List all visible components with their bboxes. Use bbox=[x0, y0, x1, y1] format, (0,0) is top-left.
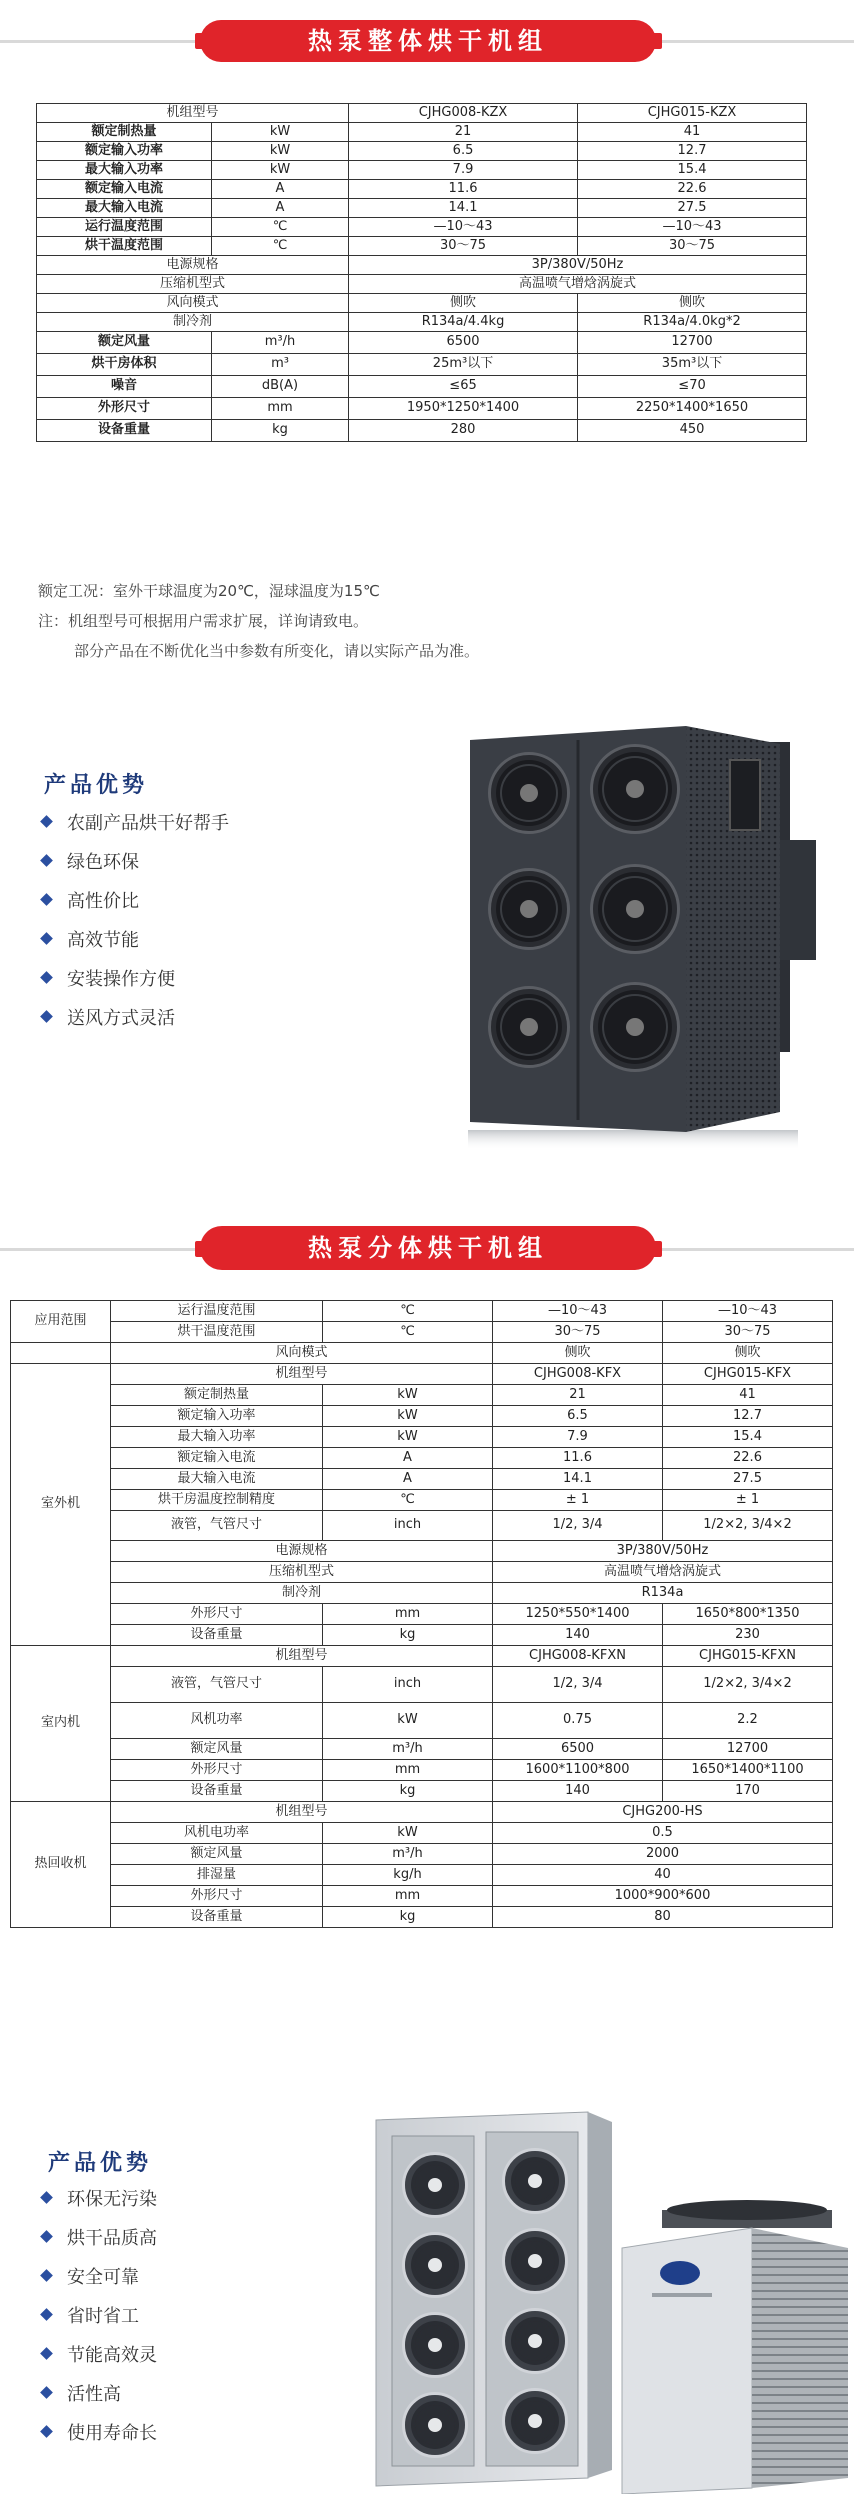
param-name: 排湿量 bbox=[111, 1865, 323, 1886]
value-a: 7.9 bbox=[349, 161, 578, 180]
diamond-bullet-icon bbox=[40, 2347, 53, 2360]
fan-icon bbox=[502, 2148, 568, 2214]
param-name: 设备重量 bbox=[111, 1625, 323, 1646]
value-merged: 1000*900*600 bbox=[493, 1886, 833, 1907]
fan-icon bbox=[402, 2312, 468, 2378]
advantage-item bbox=[38, 2217, 157, 2256]
value-b: 1650*800*1350 bbox=[663, 1604, 833, 1625]
param-name: 压缩机型式 bbox=[111, 1562, 493, 1583]
value-b: R134a/4.0kg*2 bbox=[578, 313, 807, 332]
param-name: 烘干温度范围 bbox=[37, 237, 212, 256]
param-unit: kW bbox=[212, 123, 349, 142]
fan-icon bbox=[590, 982, 680, 1072]
advantages-title-2: 产品优势 bbox=[48, 2151, 153, 2176]
spec-table-integrated bbox=[36, 103, 807, 442]
value-a: 6500 bbox=[493, 1739, 663, 1760]
value-merged: 高温喷气增焓涡旋式 bbox=[493, 1562, 833, 1583]
table-row bbox=[37, 398, 807, 420]
spec-table-split bbox=[10, 1300, 833, 1928]
value-b: 侧吹 bbox=[663, 1343, 833, 1364]
value-b: 12.7 bbox=[578, 142, 807, 161]
section2-title: 热泵分体烘干机组 bbox=[200, 1226, 656, 1270]
table-row bbox=[11, 1760, 833, 1781]
value-b: 2.2 bbox=[663, 1703, 833, 1739]
table-row bbox=[11, 1541, 833, 1562]
value-a: 11.6 bbox=[349, 180, 578, 199]
diamond-bullet-icon bbox=[40, 2191, 53, 2204]
group-label: 热回收机 bbox=[11, 1802, 111, 1928]
value-b: 230 bbox=[663, 1625, 833, 1646]
param-name: 风向模式 bbox=[37, 294, 349, 313]
table-row bbox=[37, 104, 807, 123]
param-unit: ℃ bbox=[323, 1301, 493, 1322]
value-b: 22.6 bbox=[663, 1448, 833, 1469]
diamond-bullet-icon bbox=[40, 893, 53, 906]
param-name: 设备重量 bbox=[111, 1907, 323, 1928]
value-a: —10～43 bbox=[349, 218, 578, 237]
param-unit: m³/h bbox=[323, 1844, 493, 1865]
param-unit: A bbox=[212, 180, 349, 199]
value-b: 1/2×2, 3/4×2 bbox=[663, 1667, 833, 1703]
param-name: 液管，气管尺寸 bbox=[111, 1511, 323, 1541]
param-name: 风机电功率 bbox=[111, 1823, 323, 1844]
diamond-bullet-icon bbox=[40, 815, 53, 828]
table-row bbox=[11, 1886, 833, 1907]
table-row bbox=[11, 1406, 833, 1427]
param-name: 运行温度范围 bbox=[37, 218, 212, 237]
advantage-item bbox=[38, 2256, 157, 2295]
table-row bbox=[37, 275, 807, 294]
advantage-label: 使用寿命长 bbox=[67, 2422, 157, 2444]
param-unit: kg bbox=[323, 1907, 493, 1928]
param-unit: kg bbox=[323, 1781, 493, 1802]
value-merged: 3P/380V/50Hz bbox=[349, 256, 807, 275]
value-b: CJHG015-KFX bbox=[663, 1364, 833, 1385]
advantage-item bbox=[38, 2373, 157, 2412]
advantage-item bbox=[38, 841, 229, 880]
value-a: 25m³以下 bbox=[349, 354, 578, 376]
table-row bbox=[11, 1511, 833, 1541]
advantage-label: 绿色环保 bbox=[67, 851, 139, 873]
advantage-item bbox=[38, 997, 229, 1036]
table-row bbox=[11, 1646, 833, 1667]
param-unit: mm bbox=[323, 1760, 493, 1781]
value-merged: CJHG200-HS bbox=[493, 1802, 833, 1823]
value-a: 280 bbox=[349, 420, 578, 442]
param-name: 烘干房温度控制精度 bbox=[111, 1490, 323, 1511]
param-unit: ℃ bbox=[323, 1322, 493, 1343]
value-merged: 40 bbox=[493, 1865, 833, 1886]
value-b: 1650*1400*1100 bbox=[663, 1760, 833, 1781]
param-name: 最大输入电流 bbox=[111, 1469, 323, 1490]
value-merged: 0.5 bbox=[493, 1823, 833, 1844]
value-merged: 80 bbox=[493, 1907, 833, 1928]
param-unit: A bbox=[323, 1448, 493, 1469]
value-b: 2250*1400*1650 bbox=[578, 398, 807, 420]
diamond-bullet-icon bbox=[40, 1010, 53, 1023]
notes bbox=[38, 576, 479, 666]
table-row bbox=[37, 376, 807, 398]
param-unit: A bbox=[323, 1469, 493, 1490]
value-a: ≤65 bbox=[349, 376, 578, 398]
param-name: 外形尺寸 bbox=[111, 1886, 323, 1907]
fan-icon bbox=[488, 752, 570, 834]
value-a: 21 bbox=[493, 1385, 663, 1406]
advantage-label: 安全可靠 bbox=[67, 2266, 139, 2288]
diamond-bullet-icon bbox=[40, 2269, 53, 2282]
diamond-bullet-icon bbox=[40, 2230, 53, 2243]
value-merged: 3P/380V/50Hz bbox=[493, 1541, 833, 1562]
table-row bbox=[37, 354, 807, 376]
param-name: 外形尺寸 bbox=[111, 1760, 323, 1781]
fan-icon bbox=[502, 2308, 568, 2374]
param-name: 运行温度范围 bbox=[111, 1301, 323, 1322]
value-b: 1/2×2, 3/4×2 bbox=[663, 1511, 833, 1541]
value-b: 12700 bbox=[578, 332, 807, 354]
fan-icon bbox=[402, 2232, 468, 2298]
value-a: ± 1 bbox=[493, 1490, 663, 1511]
table-row bbox=[11, 1604, 833, 1625]
value-b: 27.5 bbox=[578, 199, 807, 218]
value-a: 1/2, 3/4 bbox=[493, 1667, 663, 1703]
table-row bbox=[11, 1562, 833, 1583]
table-row bbox=[37, 180, 807, 199]
value-b: 41 bbox=[578, 123, 807, 142]
value-a: 30～75 bbox=[349, 237, 578, 256]
fan-icon bbox=[402, 2152, 468, 2218]
param-unit: ℃ bbox=[323, 1490, 493, 1511]
table-row bbox=[37, 313, 807, 332]
param-name: 风向模式 bbox=[111, 1343, 493, 1364]
section1-title: 热泵整体烘干机组 bbox=[200, 20, 656, 62]
table-row bbox=[11, 1907, 833, 1928]
param-name: 额定制热量 bbox=[111, 1385, 323, 1406]
table-row bbox=[37, 332, 807, 354]
param-name: 机组型号 bbox=[111, 1802, 493, 1823]
table-row bbox=[11, 1802, 833, 1823]
param-unit: kW bbox=[212, 161, 349, 180]
table-row bbox=[11, 1385, 833, 1406]
param-name: 额定制热量 bbox=[37, 123, 212, 142]
header-cell: 机组型号 bbox=[37, 104, 349, 123]
param-unit: kW bbox=[212, 142, 349, 161]
advantage-item bbox=[38, 958, 229, 997]
param-unit: kW bbox=[323, 1406, 493, 1427]
value-b: 35m³以下 bbox=[578, 354, 807, 376]
table-row bbox=[11, 1469, 833, 1490]
diamond-bullet-icon bbox=[40, 2386, 53, 2399]
product-image-split bbox=[362, 2098, 854, 2494]
param-name: 额定风量 bbox=[111, 1739, 323, 1760]
value-a: 11.6 bbox=[493, 1448, 663, 1469]
table-row bbox=[11, 1667, 833, 1703]
fan-icon bbox=[488, 986, 570, 1068]
param-unit: kW bbox=[323, 1427, 493, 1448]
advantage-label: 安装操作方便 bbox=[67, 968, 175, 990]
param-name: 额定输入电流 bbox=[111, 1448, 323, 1469]
value-merged: 高温喷气增焓涡旋式 bbox=[349, 275, 807, 294]
value-b: 12700 bbox=[663, 1739, 833, 1760]
param-unit: m³/h bbox=[323, 1739, 493, 1760]
value-b: 27.5 bbox=[663, 1469, 833, 1490]
param-name: 最大输入电流 bbox=[37, 199, 212, 218]
value-a: 140 bbox=[493, 1625, 663, 1646]
table-row bbox=[37, 420, 807, 442]
param-name: 风机功率 bbox=[111, 1703, 323, 1739]
table-row bbox=[37, 218, 807, 237]
table-row bbox=[11, 1364, 833, 1385]
value-b: 450 bbox=[578, 420, 807, 442]
advantage-item bbox=[38, 802, 229, 841]
group-label: 应用范围 bbox=[11, 1301, 111, 1343]
value-b: 41 bbox=[663, 1385, 833, 1406]
param-name: 额定风量 bbox=[37, 332, 212, 354]
value-b: —10～43 bbox=[663, 1301, 833, 1322]
value-b: 22.6 bbox=[578, 180, 807, 199]
param-name: 额定风量 bbox=[111, 1844, 323, 1865]
advantage-item bbox=[38, 2295, 157, 2334]
param-unit: kW bbox=[323, 1823, 493, 1844]
value-a: 侧吹 bbox=[349, 294, 578, 313]
advantage-label: 活性高 bbox=[67, 2383, 121, 2405]
advantage-item bbox=[38, 919, 229, 958]
value-a: 0.75 bbox=[493, 1703, 663, 1739]
value-a: 1950*1250*1400 bbox=[349, 398, 578, 420]
value-merged: R134a bbox=[493, 1583, 833, 1604]
advantage-label: 送风方式灵活 bbox=[67, 1007, 175, 1029]
param-name: 设备重量 bbox=[37, 420, 212, 442]
param-name: 设备重量 bbox=[111, 1781, 323, 1802]
advantage-item bbox=[38, 2178, 157, 2217]
table-row bbox=[11, 1739, 833, 1760]
fan-icon bbox=[590, 744, 680, 834]
param-unit: kg/h bbox=[323, 1865, 493, 1886]
table-row bbox=[11, 1703, 833, 1739]
fan-icon bbox=[488, 868, 570, 950]
group-label: 室外机 bbox=[11, 1364, 111, 1646]
advantage-label: 高效节能 bbox=[67, 929, 139, 951]
table-row bbox=[37, 123, 807, 142]
param-name: 制冷剂 bbox=[37, 313, 349, 332]
note-params: 部分产品在不断优化当中参数有所变化，请以实际产品为准。 bbox=[74, 642, 480, 660]
table-row bbox=[11, 1781, 833, 1802]
advantage-label: 环保无污染 bbox=[67, 2188, 157, 2210]
fan-icon bbox=[402, 2392, 468, 2458]
param-unit: kg bbox=[323, 1625, 493, 1646]
param-unit: inch bbox=[323, 1667, 493, 1703]
value-a: 140 bbox=[493, 1781, 663, 1802]
group-label: 室内机 bbox=[11, 1646, 111, 1802]
param-unit: mm bbox=[323, 1604, 493, 1625]
fan-icon bbox=[502, 2228, 568, 2294]
value-a: 侧吹 bbox=[493, 1343, 663, 1364]
fan-icon bbox=[502, 2388, 568, 2454]
value-a: CJHG008-KFXN bbox=[493, 1646, 663, 1667]
value-merged: 2000 bbox=[493, 1844, 833, 1865]
param-name: 电源规格 bbox=[37, 256, 349, 275]
diamond-bullet-icon bbox=[40, 971, 53, 984]
table-row bbox=[37, 294, 807, 313]
table-row bbox=[11, 1490, 833, 1511]
advantage-label: 节能高效灵 bbox=[67, 2344, 157, 2366]
value-a: 7.9 bbox=[493, 1427, 663, 1448]
param-name: 最大输入功率 bbox=[37, 161, 212, 180]
table-row bbox=[11, 1625, 833, 1646]
param-unit: m³ bbox=[212, 354, 349, 376]
group-label bbox=[11, 1343, 111, 1364]
param-name: 额定输入功率 bbox=[37, 142, 212, 161]
advantage-label: 高性价比 bbox=[67, 890, 139, 912]
note-model: 注：机组型号可根据用户需求扩展，详询请致电。 bbox=[38, 612, 369, 630]
param-name: 压缩机型式 bbox=[37, 275, 349, 294]
advantage-item bbox=[38, 880, 229, 919]
fan-icon bbox=[590, 864, 680, 954]
param-name: 液管，气管尺寸 bbox=[111, 1667, 323, 1703]
advantages-list-1 bbox=[38, 802, 229, 1036]
table-row bbox=[11, 1844, 833, 1865]
diamond-bullet-icon bbox=[40, 2308, 53, 2321]
param-unit: A bbox=[212, 199, 349, 218]
value-a: 21 bbox=[349, 123, 578, 142]
table-row bbox=[37, 256, 807, 275]
param-name: 噪音 bbox=[37, 376, 212, 398]
param-unit: ℃ bbox=[212, 218, 349, 237]
param-unit: mm bbox=[212, 398, 349, 420]
table-row bbox=[37, 199, 807, 218]
value-b: 15.4 bbox=[578, 161, 807, 180]
table-row bbox=[11, 1583, 833, 1604]
table-row bbox=[11, 1301, 833, 1322]
param-name: 机组型号 bbox=[111, 1646, 493, 1667]
value-b: ± 1 bbox=[663, 1490, 833, 1511]
value-a: 14.1 bbox=[493, 1469, 663, 1490]
param-unit: mm bbox=[323, 1886, 493, 1907]
param-name: 电源规格 bbox=[111, 1541, 493, 1562]
value-b: —10～43 bbox=[578, 218, 807, 237]
value-b: ≤70 bbox=[578, 376, 807, 398]
value-a: 1250*550*1400 bbox=[493, 1604, 663, 1625]
value-b: 15.4 bbox=[663, 1427, 833, 1448]
param-name: 烘干温度范围 bbox=[111, 1322, 323, 1343]
diamond-bullet-icon bbox=[40, 932, 53, 945]
table-row bbox=[11, 1427, 833, 1448]
advantage-label: 省时省工 bbox=[67, 2305, 139, 2327]
table-row bbox=[11, 1343, 833, 1364]
product-image-integrated bbox=[460, 720, 846, 1160]
value-a: 6.5 bbox=[493, 1406, 663, 1427]
value-b: 170 bbox=[663, 1781, 833, 1802]
table-row bbox=[11, 1322, 833, 1343]
note-condition: 额定工况：室外干球温度为20℃，湿球温度为15℃ bbox=[38, 582, 380, 600]
header-cell: CJHG015-KZX bbox=[578, 104, 807, 123]
param-unit: kg bbox=[212, 420, 349, 442]
param-name: 制冷剂 bbox=[111, 1583, 493, 1604]
diamond-bullet-icon bbox=[40, 854, 53, 867]
value-b: CJHG015-KFXN bbox=[663, 1646, 833, 1667]
value-b: 侧吹 bbox=[578, 294, 807, 313]
param-unit: kW bbox=[323, 1385, 493, 1406]
param-unit: m³/h bbox=[212, 332, 349, 354]
param-name: 最大输入功率 bbox=[111, 1427, 323, 1448]
param-name: 机组型号 bbox=[111, 1364, 493, 1385]
table-row bbox=[11, 1823, 833, 1844]
value-b: 30～75 bbox=[663, 1322, 833, 1343]
param-name: 额定输入功率 bbox=[111, 1406, 323, 1427]
value-a: 6.5 bbox=[349, 142, 578, 161]
advantage-item bbox=[38, 2412, 157, 2451]
table-row bbox=[37, 237, 807, 256]
param-unit: inch bbox=[323, 1511, 493, 1541]
value-a: 6500 bbox=[349, 332, 578, 354]
param-unit: dB(A) bbox=[212, 376, 349, 398]
param-name: 烘干房体积 bbox=[37, 354, 212, 376]
value-a: CJHG008-KFX bbox=[493, 1364, 663, 1385]
value-a: 30～75 bbox=[493, 1322, 663, 1343]
param-unit: kW bbox=[323, 1703, 493, 1739]
value-a: —10～43 bbox=[493, 1301, 663, 1322]
value-a: R134a/4.4kg bbox=[349, 313, 578, 332]
table-row bbox=[37, 142, 807, 161]
value-a: 1/2, 3/4 bbox=[493, 1511, 663, 1541]
advantage-label: 农副产品烘干好帮手 bbox=[67, 812, 229, 834]
table-row bbox=[11, 1448, 833, 1469]
value-a: 14.1 bbox=[349, 199, 578, 218]
param-name: 外形尺寸 bbox=[37, 398, 212, 420]
table-row bbox=[11, 1865, 833, 1886]
diamond-bullet-icon bbox=[40, 2425, 53, 2438]
param-unit: ℃ bbox=[212, 237, 349, 256]
param-name: 外形尺寸 bbox=[111, 1604, 323, 1625]
value-b: 30～75 bbox=[578, 237, 807, 256]
header-cell: CJHG008-KZX bbox=[349, 104, 578, 123]
value-a: 1600*1100*800 bbox=[493, 1760, 663, 1781]
advantages-list-2 bbox=[38, 2178, 157, 2451]
advantage-label: 烘干品质高 bbox=[67, 2227, 157, 2249]
param-name: 额定输入电流 bbox=[37, 180, 212, 199]
advantage-item bbox=[38, 2334, 157, 2373]
value-b: 12.7 bbox=[663, 1406, 833, 1427]
advantages-title-1: 产品优势 bbox=[44, 773, 149, 798]
table-row bbox=[37, 161, 807, 180]
